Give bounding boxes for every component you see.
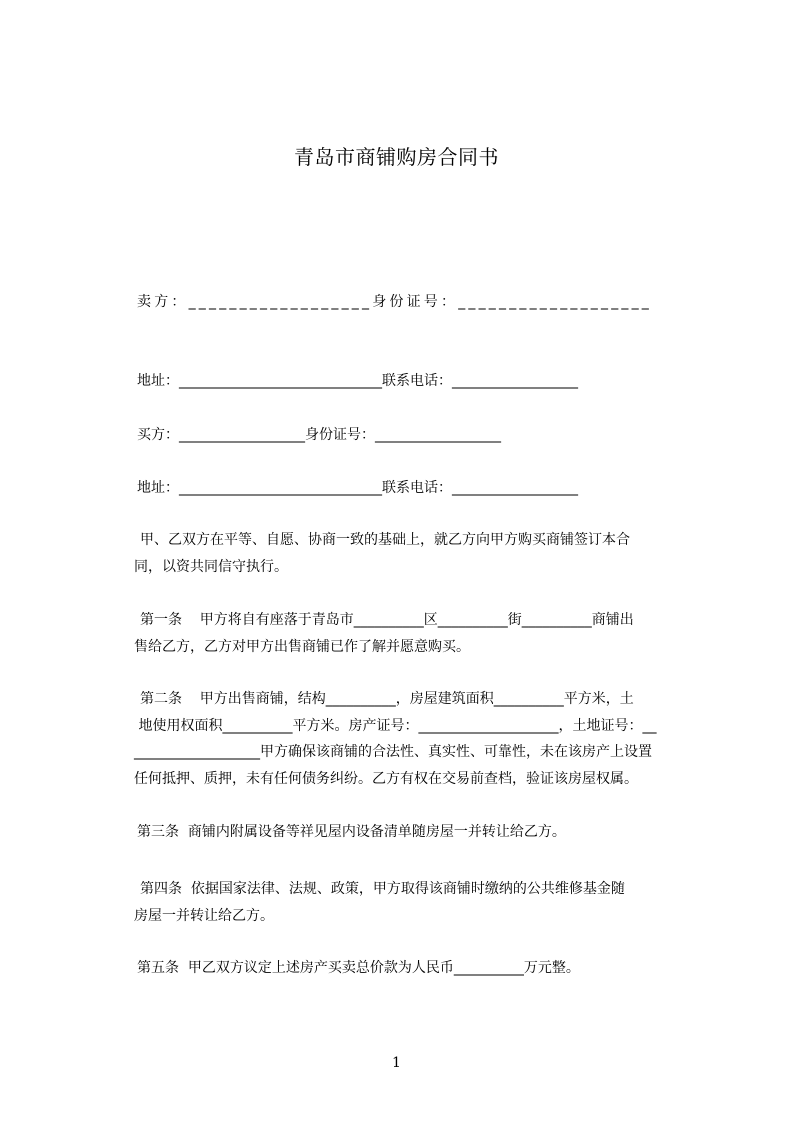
article-2-line-4: 任何抵押、质押，未有任何债务纠纷。乙方有权在交易前查档，验证该房屋权属。: [134, 770, 638, 787]
preamble-paragraph: [134, 527, 702, 580]
article-2-paragraph: [134, 686, 702, 792]
article-1-paragraph: [134, 607, 702, 660]
article-5-paragraph: [137, 955, 702, 982]
article-2-line-2: 地使用权面积__________平方米。房产证号：____________________，土地证号：__: [134, 717, 657, 734]
article-4-paragraph: [134, 876, 702, 929]
seller-line: 卖方：__________________身份证号：___________________: [137, 294, 652, 310]
page-number: 1: [392, 1055, 401, 1071]
article-1-line-1: 第一条 甲方将自有座落于青岛市__________区__________街__________商铺出: [140, 612, 634, 628]
document-title: 青岛市商铺购房合同书: [294, 145, 499, 169]
seller-address-line: 地址：_____________________________联系电话：__________________: [137, 373, 578, 389]
article-2-line-3: __________________甲方确保该商铺的合法性、真实性、可靠性，未在该房产上设置: [134, 744, 652, 760]
article-5-line-1: 第五条 甲乙双方议定上述房产买卖总价款为人民币__________万元整。: [137, 960, 580, 976]
article-3-paragraph: [137, 819, 702, 846]
buyer-address-line: 地址：_____________________________联系电话：__________________: [137, 480, 578, 496]
article-4-line-2: 房屋一并转让给乙方。: [134, 907, 274, 924]
preamble-line-1: 甲、乙双方在平等、自愿、协商一致的基础上，就乙方向甲方购买商铺签订本合: [140, 532, 630, 548]
buyer-line: 买方：__________________身份证号：__________________: [137, 427, 501, 443]
article-2-line-1: 第二条 甲方出售商铺，结构__________，房屋建筑面积__________平方米，土: [140, 691, 634, 707]
preamble-line-2: 同，以资共同信守执行。: [134, 558, 288, 575]
article-4-line-1: 第四条 依据国家法律、法规、政策，甲方取得该商铺时缴纳的公共维修基金随: [140, 881, 625, 897]
article-1-line-2: 售给乙方，乙方对甲方出售商铺已作了解并愿意购买。: [134, 638, 470, 655]
article-3-line-1: 第三条 商铺内附属设备等祥见屋内设备清单随房屋一并转让给乙方。: [137, 824, 566, 840]
